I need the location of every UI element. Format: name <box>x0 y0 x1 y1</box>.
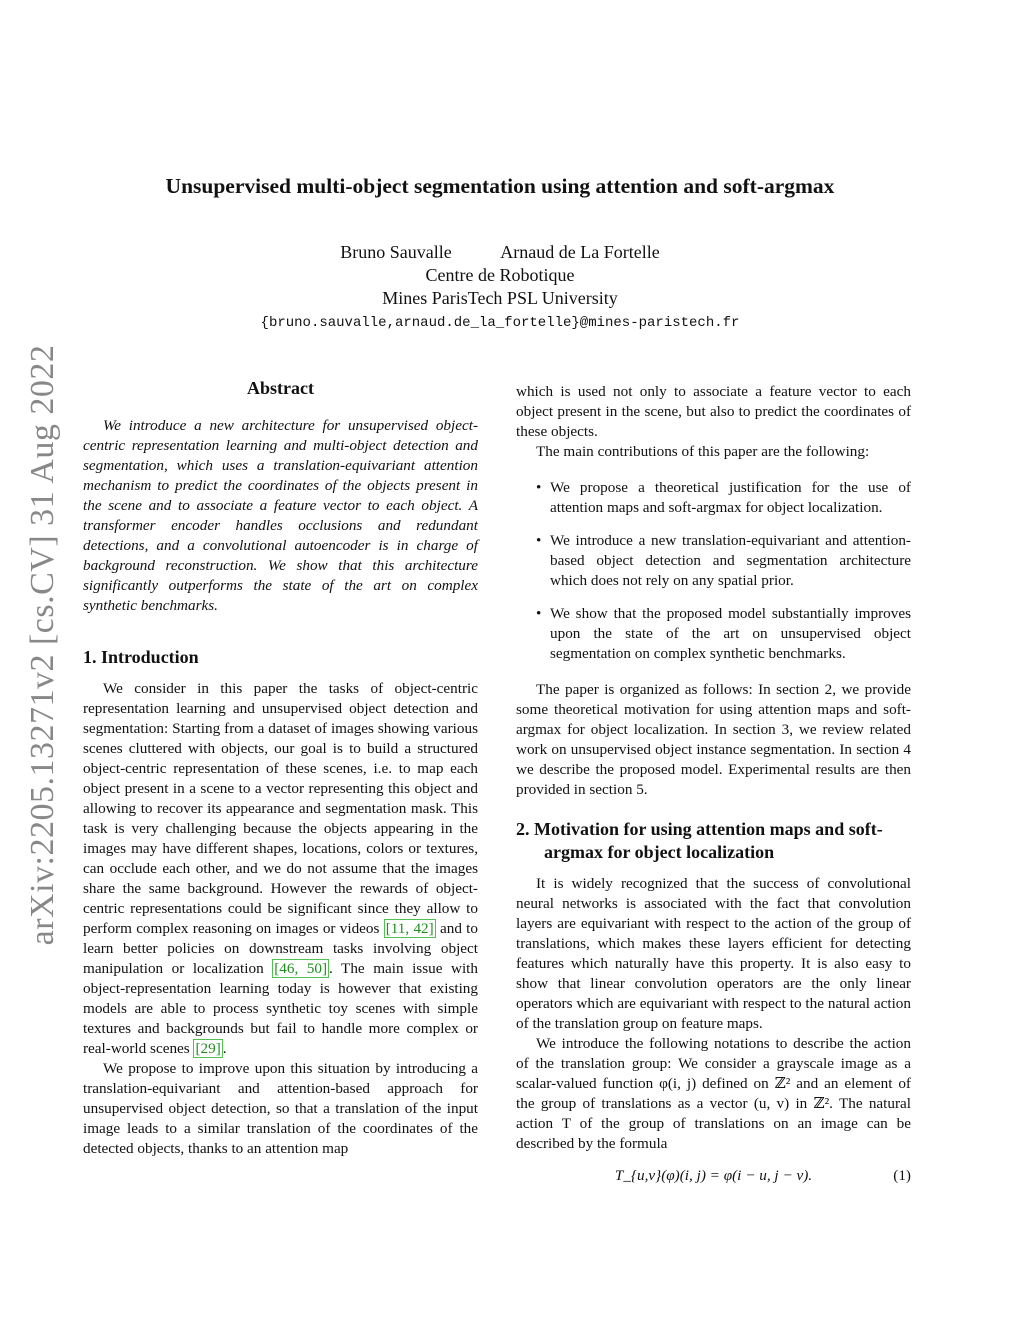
contributions-list <box>516 478 911 664</box>
affiliation-line-2: Mines ParisTech PSL University <box>382 288 618 308</box>
intro-paragraph-2: We propose to improve upon this situation by introducing a translation-equivariant and attention-based approach for unsupervised object detection, so that a translation of the input image leads to a similar translation of the coordinates of the detected objects, thanks to an attention map <box>83 1060 478 1157</box>
arxiv-identifier-text: arXiv:2205.13271v2 [cs.CV] 31 Aug 2022 <box>24 344 61 946</box>
list-item <box>516 478 911 518</box>
abstract-heading: Abstract <box>247 378 314 398</box>
intro-paragraph-1 <box>83 679 478 1059</box>
citation-link[interactable]: [46, 50] <box>274 960 328 977</box>
author-names <box>200 241 800 264</box>
intro-p1-text-b: and to learn better policies on downstream tasks involving object manipulation or localization <box>83 920 478 977</box>
citation-link[interactable]: [11, 42] <box>385 920 434 937</box>
affiliation-line-1: Centre de Robotique <box>425 265 575 285</box>
author-block <box>200 241 800 335</box>
intro-p1-text-a: We consider in this paper the tasks of object-centric representation learning and unsupervised object detection and segmentation: Starting from a dataset of images showing various scenes cluttered with objects, our goal is to build a structured object-centric representation of these scenes, i.e. to map each object present in a scene to a vector representing this object and allowing to recover its appearance and segmentation mask. This task is very challenging because the objects appearing in the images may have different shapes, locations, colors or textures, can occlude each other, and we do not assume that the images share the same background. However the rewards of object-centric representations could be significant since they allow to perform complex reasoning on images or videos <box>83 680 478 937</box>
section-2-heading: 2. Motivation for using attention maps and soft-argmax for object localization <box>516 819 883 862</box>
right-column <box>516 382 911 1188</box>
list-item-text: We introduce a new translation-equivariant and attention-based object detection and segmentation architecture which does not rely on any spatial prior. <box>550 532 911 589</box>
introduction-heading: 1. Introduction <box>83 647 199 667</box>
bullet-icon: • <box>536 605 542 622</box>
section-2-paragraph-1: It is widely recognized that the success of convolutional neural networks is associated with the fact that convolution layers are equivariant with respect to the action of the group of translations, which makes these layers efficient for detecting features which naturally have this property. It is also easy to show that linear convolution operators are the only linear operators which are equivariant with respect to the natural action of the translation group on feature maps. <box>516 875 911 1032</box>
bullet-icon: • <box>536 479 542 496</box>
contributions-intro: The main contributions of this paper are the following: <box>536 443 870 460</box>
left-column <box>83 378 478 1159</box>
intro-p1-text-c: . The main issue with object-representation learning today is however that existing models are able to process synthetic toy scenes with simple textures and backgrounds but fail to handle more complex or real-world scenes <box>83 960 478 1057</box>
arxiv-identifier <box>18 345 68 945</box>
author-1: Bruno Sauvalle <box>340 242 452 262</box>
citation-link[interactable]: [29] <box>195 1040 221 1057</box>
bullet-icon: • <box>536 532 542 549</box>
list-item-text: We show that the proposed model substantially improves upon the state of the art on unsupervised object segmentation on complex synthetic benchmarks. <box>550 605 911 662</box>
intro-paragraph-2-continued: which is used not only to associate a feature vector to each object present in the scene, but also to predict the coordinates of these objects. <box>516 383 911 440</box>
intro-p1-text-d: . <box>222 1040 227 1057</box>
list-item <box>516 531 911 591</box>
list-item <box>516 604 911 664</box>
equation-number: (1) <box>893 1167 911 1184</box>
equation-1 <box>516 1166 911 1188</box>
abstract-body: We introduce a new architecture for unsupervised object-centric representation learning and multi-object detection and segmentation, which uses a translation-equivariant attention mechanism to predict the coordinates of the objects present in the scene and to associate a feature vector to each object. A transformer encoder handles occlusions and redundant detections, and a convolutional autoencoder is in charge of background reconstruction. We show that this architecture significantly outperforms the state of the art on complex synthetic benchmarks. <box>83 417 478 614</box>
list-item-text: We propose a theoretical justification for the use of attention maps and soft-argmax for object localization. <box>550 479 911 516</box>
section-2-paragraph-2: We introduce the following notations to describe the action of the translation group: We consider a grayscale image as a scalar-valued function φ(i, j) defined on ℤ² and an element of the group of translations as a vector (u, v) in ℤ². The natural action T of the group of translations on an image can be described by the formula <box>516 1035 911 1152</box>
organization-paragraph: The paper is organized as follows: In section 2, we provide some theoretical motivation for using attention maps and soft-argmax for object localization. In section 3, we review related work on unsupervised object instance segmentation. In section 4 we describe the proposed model. Experimental results are then provided in section 5. <box>516 681 911 798</box>
equation-text: T_{u,v}(φ)(i, j) = φ(i − u, j − v). <box>614 1167 813 1184</box>
author-2: Arnaud de La Fortelle <box>500 242 660 262</box>
author-email: {bruno.sauvalle,arnaud.de_la_fortelle}@mines-paristech.fr <box>260 315 740 331</box>
paper-title: Unsupervised multi-object segmentation using attention and soft-argmax <box>165 174 835 198</box>
